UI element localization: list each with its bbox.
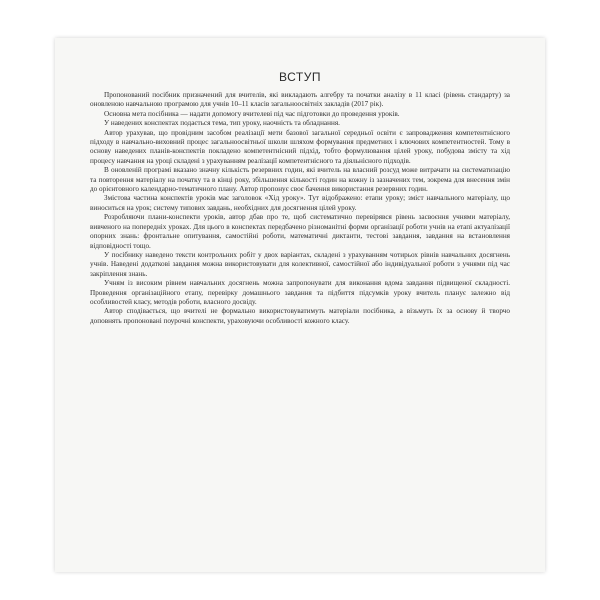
paragraph: Змістова частина конспектів уроків має заголовок «Хід уроку». Тут відображено: етапи уроку; зміст навчального матеріалу, що виноситься на урок; систему типових завдань, необхідних для досягнення цілей уроку.	[90, 194, 510, 212]
paragraph: Розробляючи плани-конспекти уроків, автор дбав про те, щоб систематично перевірявся рівень засвоєння учнями матеріалу, вивченого на попередніх уроках. Для цього в конспектах передбачено різноманітні форми організації роботи учнів на етапі актуалізації опорних знань: фронтальне опитування, самостійні роботи, математичні диктанти, тестові завдання, завдання на встановлення відповідності тощо.	[90, 213, 510, 250]
body-text	[90, 91, 510, 326]
paragraph: Автор урахував, що провідним засобом реалізації мети базової загальної середньої освіти є запровадження компетентнісного підходу в навчально-виховний процес загальноосвітньої школи шляхом формування предметних і ключових компетентностей. Тому в основу наведених планів-конспектів покладено компетентнісний підхід, тобто формулювання цілей уроку, побудова змісту та хід процесу навчання на уроці складені з урахуванням реалізації компетентнісного та діяльнісного підходів.	[90, 128, 510, 165]
paragraph: Основна мета посібника — надати допомогу вчителеві під час підготовки до проведення уроків.	[104, 109, 400, 118]
paragraph: У наведених конспектах подається тема, тип уроку, наочність та обладнання.	[104, 119, 340, 128]
paragraph: Пропонований посібник призначений для вчителів, які викладають алгебру та початки аналізу в 11 класі (рівень стандарту) за оновленою навчальною програмою для учнів 10–11 класів загальноосвітніх закладів (2017 рік).	[90, 91, 510, 109]
paragraph: У посібнику наведено тексти контрольних робіт у двох варіантах, складені з урахуванням чотирьох рівнів навчальних досягнень учнів. Наведені додаткові завдання можна використовувати для колективної, самостійної або індивідуальної роботи з учнями під час закріплення знань.	[90, 250, 510, 278]
document-page	[55, 38, 545, 572]
paragraph: Учням із високим рівнем навчальних досягнень можна запропонувати для виконання вдома завдання підвищеної складності. Проведення організаційного етапу, перевірку домашнього завдання та підбиття підсумків уроку вчитель планує залежно від особливостей класу, методів роботи, власного досвіду.	[90, 279, 510, 306]
paragraph: Автор сподівається, що вчителі не формально використовуватимуть матеріали посібника, а візьмуть їх за основу й творчо доповнять пропоновані поурочні конспекти, ураховуючи особливості кожного класу.	[90, 307, 510, 325]
section-heading: ВСТУП	[279, 70, 321, 84]
paragraph: В оновленій програмі вказано значну кількість резервних годин, які вчитель на власний розсуд може витрачати на систематизацію та повторення матеріалу на початку та в кінці року, збільшення кількості годин на кожну із зазначених тем, зокрема для внесення змін до орієнтовного календарно-тематичного плану. Автор пропонує своє бачення використання резервних годин.	[90, 166, 510, 194]
